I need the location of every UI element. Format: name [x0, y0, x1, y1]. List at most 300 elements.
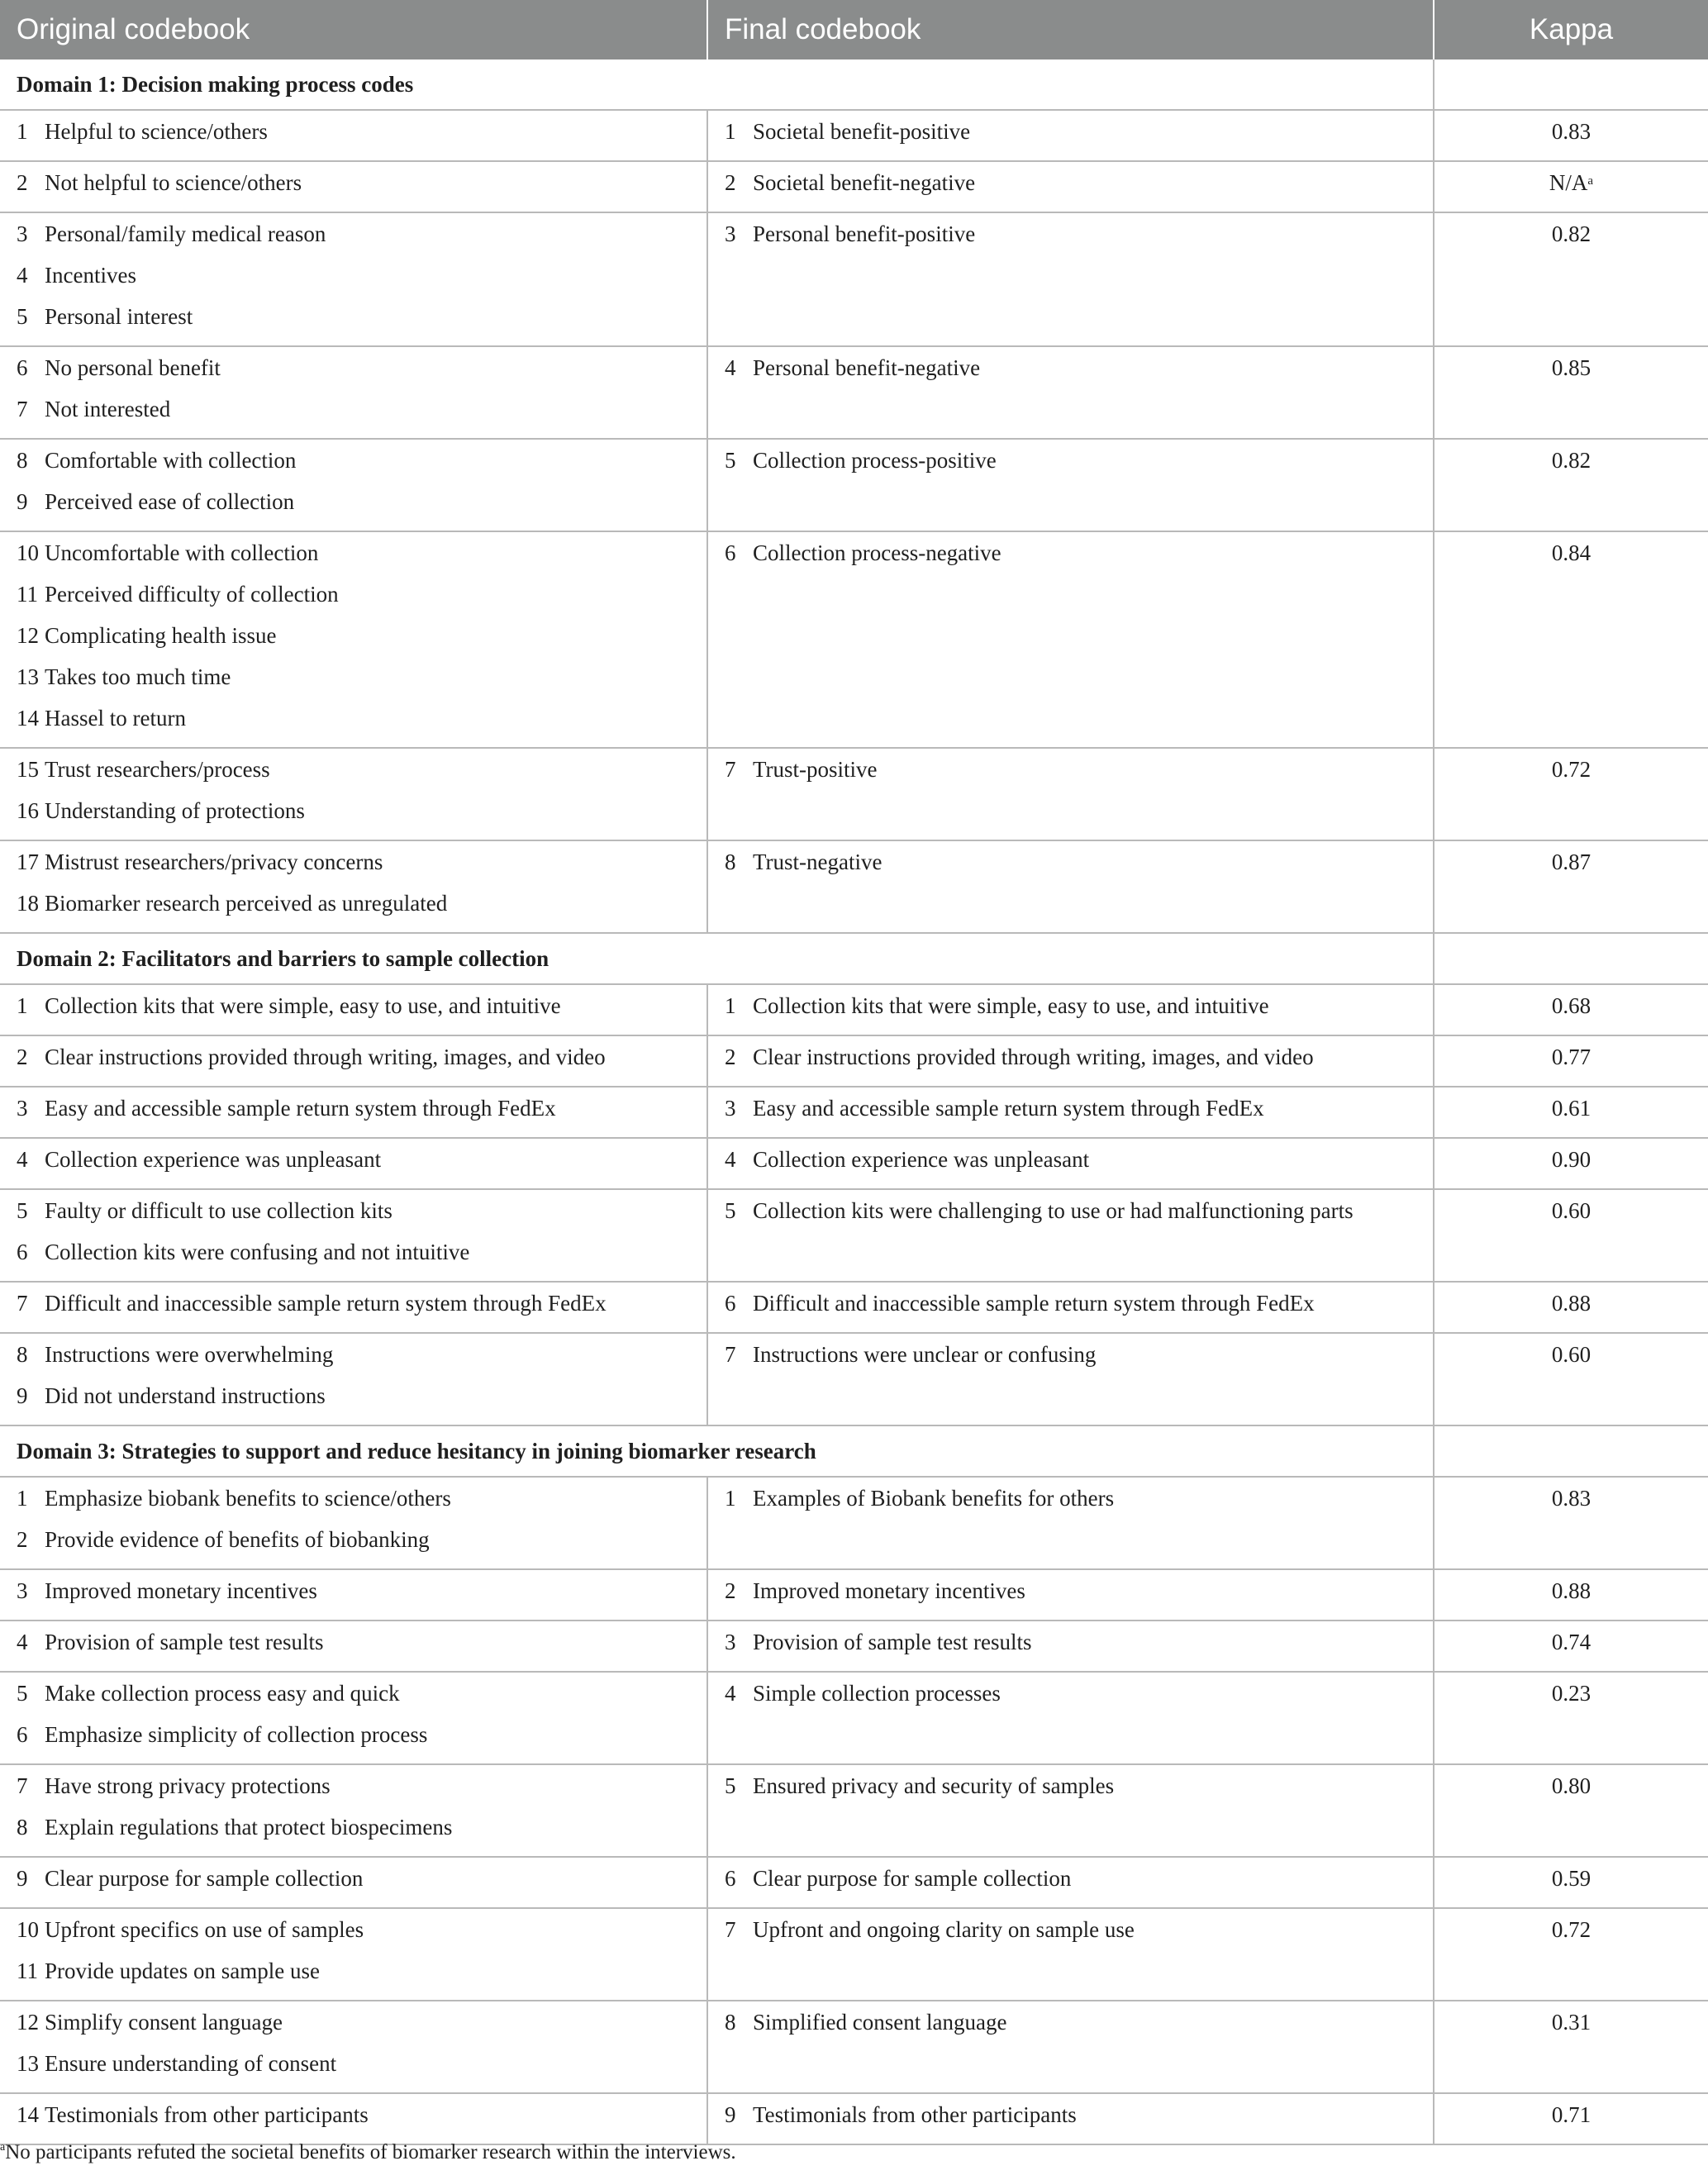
original-code-line: [17, 759, 690, 800]
code-label: Trust-positive: [753, 757, 878, 782]
code-label: Uncomfortable with collection: [45, 540, 319, 565]
final-code-line: [725, 759, 1416, 790]
table-row: [0, 984, 1708, 1035]
code-number: 4: [725, 1681, 736, 1706]
kappa-line: [1451, 851, 1691, 883]
code-number: 1: [725, 993, 736, 1018]
original-code-line: [17, 1580, 690, 1611]
code-label: Not interested: [45, 397, 171, 421]
final-code-line: [725, 357, 1416, 388]
final-code-line: [725, 995, 1416, 1026]
kappa-cell: [1434, 748, 1708, 840]
final-code-line: [725, 542, 1416, 573]
code-label: Not helpful to science/others: [45, 170, 302, 195]
original-code-line: [17, 1919, 690, 1960]
code-label: Make collection process easy and quick: [45, 1681, 400, 1706]
final-codes-cell: [707, 1333, 1434, 1425]
kappa-cell: [1434, 1035, 1708, 1087]
code-label: Collection kits were challenging to use or had malfunctioning parts: [753, 1198, 1354, 1223]
kappa-line: [1451, 121, 1691, 152]
final-codes-cell: [707, 439, 1434, 531]
kappa-cell: [1434, 2093, 1708, 2144]
code-label: Personal interest: [45, 304, 193, 329]
original-codes-cell: [0, 1857, 707, 1908]
kappa-value: 0.85: [1551, 355, 1591, 380]
original-codes-cell: [0, 439, 707, 531]
original-code-line: [17, 666, 690, 707]
kappa-value: 0.84: [1551, 540, 1591, 565]
final-code-line: [725, 1868, 1416, 1899]
original-codes-cell: [0, 1477, 707, 1569]
code-number: 4: [17, 1147, 28, 1172]
kappa-cell: [1434, 212, 1708, 346]
original-codes-cell: [0, 840, 707, 933]
table-row: [0, 2093, 1708, 2144]
code-label: Personal benefit-negative: [753, 355, 981, 380]
table-row: [0, 1477, 1708, 1569]
original-code-line: [17, 892, 690, 924]
code-number: 9: [17, 489, 28, 514]
code-label: Examples of Biobank benefits for others: [753, 1486, 1115, 1511]
code-label: Biomarker research perceived as unregulated: [45, 891, 448, 916]
kappa-cell: [1434, 161, 1708, 212]
original-codes-cell: [0, 1138, 707, 1189]
code-label: Collection process-positive: [753, 448, 997, 473]
original-code-line: [17, 264, 690, 306]
domain-row: [0, 59, 1708, 110]
code-label: Perceived ease of collection: [45, 489, 295, 514]
original-code-line: [17, 1724, 690, 1755]
table-row: [0, 212, 1708, 346]
original-codes-cell: [0, 1087, 707, 1138]
code-label: Instructions were unclear or confusing: [753, 1342, 1097, 1367]
code-number: 1: [725, 119, 736, 144]
final-code-line: [725, 450, 1416, 481]
code-label: Emphasize biobank benefits to science/others: [45, 1486, 451, 1511]
kappa-line: [1451, 1097, 1691, 1129]
final-code-line: [725, 172, 1416, 203]
final-codes-cell: [707, 1035, 1434, 1087]
final-codes-cell: [707, 1569, 1434, 1621]
original-code-line: [17, 1149, 690, 1180]
footnote-text: No participants refuted the societal benefits of biomarker research within the interviews.: [5, 2141, 736, 2163]
code-number: 6: [725, 1866, 736, 1891]
code-number: 5: [17, 304, 28, 329]
kappa-value: 0.72: [1551, 1917, 1591, 1942]
code-label: Emphasize simplicity of collection process: [45, 1722, 428, 1747]
code-label: Hassel to return: [45, 706, 186, 731]
code-label: Upfront and ongoing clarity on sample use: [753, 1917, 1135, 1942]
code-label: Helpful to science/others: [45, 119, 268, 144]
code-number: 17: [17, 850, 39, 874]
original-codes-cell: [0, 984, 707, 1035]
code-label: Trust researchers/process: [45, 757, 270, 782]
code-label: Collection experience was unpleasant: [45, 1147, 382, 1172]
kappa-cell: [1434, 346, 1708, 439]
kappa-value: 0.31: [1551, 2010, 1591, 2035]
code-number: 5: [725, 1773, 736, 1798]
table-row: [0, 1621, 1708, 1672]
kappa-line: [1451, 1580, 1691, 1611]
final-codes-cell: [707, 1672, 1434, 1764]
final-codes-cell: [707, 1908, 1434, 2001]
code-label: Collection process-negative: [753, 540, 1001, 565]
original-codes-cell: [0, 2093, 707, 2144]
final-codes-cell: [707, 1621, 1434, 1672]
code-label: Easy and accessible sample return system through FedEx: [45, 1096, 556, 1121]
final-codes-cell: [707, 2093, 1434, 2144]
table-row: [0, 1189, 1708, 1282]
kappa-cell: [1434, 1189, 1708, 1282]
code-number: 14: [17, 706, 39, 731]
code-label: Have strong privacy protections: [45, 1773, 331, 1798]
final-codes-cell: [707, 212, 1434, 346]
kappa-value: 0.82: [1551, 448, 1591, 473]
original-code-line: [17, 1344, 690, 1385]
domain-title: Domain 3: Strategies to support and reduce hesitancy in joining biomarker research: [0, 1425, 1434, 1477]
original-code-line: [17, 800, 690, 831]
code-label: Collection experience was unpleasant: [753, 1147, 1090, 1172]
original-code-line: [17, 1097, 690, 1129]
original-code-line: [17, 306, 690, 337]
code-number: 6: [17, 1240, 28, 1264]
kappa-line: [1451, 1919, 1691, 1950]
code-number: 6: [725, 540, 736, 565]
code-label: Societal benefit-positive: [753, 119, 971, 144]
code-number: 7: [17, 1773, 28, 1798]
final-code-line: [725, 2104, 1416, 2135]
code-label: Explain regulations that protect biospecimens: [45, 1815, 453, 1839]
code-label: Personal/family medical reason: [45, 221, 326, 246]
original-codes-cell: [0, 1908, 707, 2001]
table-row: [0, 1908, 1708, 2001]
table-row: [0, 748, 1708, 840]
original-code-line: [17, 172, 690, 203]
code-number: 3: [725, 221, 736, 246]
final-codes-cell: [707, 110, 1434, 161]
original-code-line: [17, 707, 690, 739]
header-row: [0, 0, 1708, 59]
final-code-line: [725, 1200, 1416, 1231]
final-code-line: [725, 1919, 1416, 1950]
final-code-line: [725, 851, 1416, 883]
code-label: Personal benefit-positive: [753, 221, 976, 246]
final-code-line: [725, 1292, 1416, 1324]
original-code-line: [17, 583, 690, 625]
code-number: 14: [17, 2102, 39, 2127]
kappa-cell: [1434, 1087, 1708, 1138]
code-number: 6: [17, 1722, 28, 1747]
kappa-cell: [1434, 984, 1708, 1035]
code-number: 1: [17, 1486, 28, 1511]
code-label: Trust-negative: [753, 850, 883, 874]
original-code-line: [17, 491, 690, 522]
code-number: 10: [17, 1917, 39, 1942]
kappa-line: [1451, 1292, 1691, 1324]
table-row: [0, 1035, 1708, 1087]
table-row: [0, 1569, 1708, 1621]
kappa-value: 0.88: [1551, 1578, 1591, 1603]
code-number: 2: [725, 1045, 736, 1069]
code-label: Provide updates on sample use: [45, 1958, 320, 1983]
original-codes-cell: [0, 110, 707, 161]
kappa-line: [1451, 1868, 1691, 1899]
code-label: Collection kits that were simple, easy to use, and intuitive: [45, 993, 561, 1018]
code-number: 6: [725, 1291, 736, 1316]
code-number: 11: [17, 1958, 38, 1983]
kappa-value: 0.68: [1551, 993, 1591, 1018]
code-number: 1: [17, 993, 28, 1018]
final-code-line: [725, 1580, 1416, 1611]
kappa-line: [1451, 172, 1691, 203]
code-label: Incentives: [45, 263, 136, 288]
code-number: 4: [725, 355, 736, 380]
code-number: 2: [725, 170, 736, 195]
code-number: 6: [17, 355, 28, 380]
code-label: Provide evidence of benefits of biobanking: [45, 1527, 430, 1552]
final-code-line: [725, 1046, 1416, 1078]
original-codes-cell: [0, 212, 707, 346]
kappa-line: [1451, 542, 1691, 573]
header-kappa: Kappa: [1434, 0, 1708, 59]
final-code-line: [725, 1344, 1416, 1375]
code-number: 2: [17, 1045, 28, 1069]
final-code-line: [725, 1149, 1416, 1180]
code-label: Provision of sample test results: [753, 1630, 1032, 1654]
code-number: 4: [17, 263, 28, 288]
code-number: 7: [17, 397, 28, 421]
original-code-line: [17, 2104, 690, 2135]
code-number: 5: [725, 1198, 736, 1223]
kappa-line: [1451, 357, 1691, 388]
kappa-cell: [1434, 110, 1708, 161]
table-footnote: [0, 2141, 736, 2164]
code-number: 13: [17, 664, 39, 689]
code-number: 2: [17, 1527, 28, 1552]
original-codes-cell: [0, 2001, 707, 2093]
kappa-cell: [1434, 1621, 1708, 1672]
code-label: Societal benefit-negative: [753, 170, 976, 195]
code-label: Ensure understanding of consent: [45, 2051, 337, 2076]
original-codes-cell: [0, 1621, 707, 1672]
footnote-marker: a: [0, 2141, 6, 2154]
kappa-cell: [1434, 1477, 1708, 1569]
original-codes-cell: [0, 1189, 707, 1282]
code-number: 3: [725, 1096, 736, 1121]
code-number: 8: [17, 448, 28, 473]
original-code-line: [17, 1868, 690, 1899]
final-codes-cell: [707, 1282, 1434, 1333]
table-row: [0, 1857, 1708, 1908]
code-number: 7: [725, 1917, 736, 1942]
table-row: [0, 1282, 1708, 1333]
code-label: Clear purpose for sample collection: [753, 1866, 1072, 1891]
final-codes-cell: [707, 346, 1434, 439]
code-number: 5: [725, 448, 736, 473]
code-label: Mistrust researchers/privacy concerns: [45, 850, 383, 874]
code-number: 15: [17, 757, 39, 782]
kappa-cell: [1434, 439, 1708, 531]
code-label: Complicating health issue: [45, 623, 277, 648]
code-label: Simplified consent language: [753, 2010, 1007, 2035]
original-code-line: [17, 1046, 690, 1078]
kappa-value: 0.82: [1551, 221, 1591, 246]
kappa-cell: [1434, 1333, 1708, 1425]
kappa-value: 0.61: [1551, 1096, 1591, 1121]
original-code-line: [17, 2011, 690, 2053]
domain-kappa-cell: [1434, 1425, 1708, 1477]
code-number: 4: [17, 1630, 28, 1654]
code-label: Did not understand instructions: [45, 1383, 326, 1408]
final-codes-cell: [707, 2001, 1434, 2093]
kappa-line: [1451, 1775, 1691, 1806]
code-number: 18: [17, 891, 39, 916]
final-codes-cell: [707, 1764, 1434, 1857]
code-label: Testimonials from other participants: [753, 2102, 1077, 2127]
code-label: Easy and accessible sample return system through FedEx: [753, 1096, 1264, 1121]
code-label: Simplify consent language: [45, 2010, 283, 2035]
code-number: 8: [725, 2010, 736, 2035]
code-number: 5: [17, 1198, 28, 1223]
code-label: Clear purpose for sample collection: [45, 1866, 364, 1891]
final-codes-cell: [707, 1477, 1434, 1569]
code-number: 2: [17, 170, 28, 195]
code-number: 5: [17, 1681, 28, 1706]
header-original-codebook: Original codebook: [0, 0, 707, 59]
kappa-line: [1451, 759, 1691, 790]
original-code-line: [17, 2053, 690, 2084]
kappa-value: 0.60: [1551, 1198, 1591, 1223]
final-codes-cell: [707, 1857, 1434, 1908]
original-codes-cell: [0, 1764, 707, 1857]
domain-kappa-cell: [1434, 933, 1708, 984]
final-codes-cell: [707, 840, 1434, 933]
code-number: 8: [17, 1815, 28, 1839]
table-row: [0, 439, 1708, 531]
kappa-value: 0.80: [1551, 1773, 1591, 1798]
kappa-value: N/A: [1549, 170, 1588, 195]
final-codes-cell: [707, 1138, 1434, 1189]
kappa-value: 0.59: [1551, 1866, 1591, 1891]
original-code-line: [17, 1200, 690, 1241]
kappa-value: 0.77: [1551, 1045, 1591, 1069]
code-label: Testimonials from other participants: [45, 2102, 369, 2127]
kappa-value: 0.74: [1551, 1630, 1591, 1654]
original-codes-cell: [0, 1672, 707, 1764]
kappa-line: [1451, 1344, 1691, 1375]
code-label: Collection kits that were simple, easy to use, and intuitive: [753, 993, 1269, 1018]
code-number: 12: [17, 2010, 39, 2035]
table-row: [0, 2001, 1708, 2093]
code-label: Comfortable with collection: [45, 448, 297, 473]
original-codes-cell: [0, 346, 707, 439]
kappa-value: 0.88: [1551, 1291, 1591, 1316]
code-number: 12: [17, 623, 39, 648]
code-label: Difficult and inaccessible sample return system through FedEx: [753, 1291, 1315, 1316]
code-number: 7: [725, 757, 736, 782]
code-number: 8: [725, 850, 736, 874]
table-row: [0, 1138, 1708, 1189]
code-number: 9: [17, 1383, 28, 1408]
table-row: [0, 531, 1708, 748]
final-code-line: [725, 2011, 1416, 2043]
kappa-line: [1451, 1200, 1691, 1231]
original-codes-cell: [0, 161, 707, 212]
kappa-line: [1451, 1487, 1691, 1519]
code-label: Upfront specifics on use of samples: [45, 1917, 364, 1942]
code-label: Clear instructions provided through writing, images, and video: [753, 1045, 1314, 1069]
code-label: Understanding of protections: [45, 798, 305, 823]
table-row: [0, 110, 1708, 161]
domain-row: [0, 1425, 1708, 1477]
code-number: 9: [17, 1866, 28, 1891]
code-number: 16: [17, 798, 39, 823]
code-label: Takes too much time: [45, 664, 231, 689]
original-codes-cell: [0, 1333, 707, 1425]
code-label: Simple collection processes: [753, 1681, 1001, 1706]
kappa-cell: [1434, 1764, 1708, 1857]
code-number: 4: [725, 1147, 736, 1172]
original-code-line: [17, 357, 690, 398]
code-label: Collection kits were confusing and not intuitive: [45, 1240, 470, 1264]
original-code-line: [17, 851, 690, 892]
final-code-line: [725, 1631, 1416, 1663]
kappa-line: [1451, 450, 1691, 481]
kappa-cell: [1434, 1282, 1708, 1333]
original-codes-cell: [0, 1569, 707, 1621]
code-number: 7: [17, 1291, 28, 1316]
kappa-cell: [1434, 2001, 1708, 2093]
code-number: 3: [17, 1578, 28, 1603]
domain-kappa-cell: [1434, 59, 1708, 110]
original-code-line: [17, 542, 690, 583]
kappa-cell: [1434, 1908, 1708, 2001]
final-code-line: [725, 1775, 1416, 1806]
kappa-line: [1451, 223, 1691, 255]
final-code-line: [725, 1682, 1416, 1714]
original-code-line: [17, 1816, 690, 1848]
original-codes-cell: [0, 1282, 707, 1333]
final-code-line: [725, 1487, 1416, 1519]
code-label: No personal benefit: [45, 355, 221, 380]
original-code-line: [17, 1292, 690, 1324]
header-final-codebook: Final codebook: [707, 0, 1434, 59]
final-codes-cell: [707, 984, 1434, 1035]
kappa-footnote-marker: a: [1587, 174, 1594, 188]
original-codes-cell: [0, 1035, 707, 1087]
table-body: [0, 59, 1708, 2144]
kappa-line: [1451, 1631, 1691, 1663]
code-number: 3: [725, 1630, 736, 1654]
original-code-line: [17, 223, 690, 264]
final-code-line: [725, 223, 1416, 255]
code-number: 13: [17, 2051, 39, 2076]
kappa-cell: [1434, 1857, 1708, 1908]
code-number: 1: [17, 119, 28, 144]
code-label: Instructions were overwhelming: [45, 1342, 334, 1367]
code-label: Perceived difficulty of collection: [45, 582, 339, 607]
original-code-line: [17, 995, 690, 1026]
domain-title: Domain 1: Decision making process codes: [0, 59, 1434, 110]
final-codes-cell: [707, 161, 1434, 212]
table-row: [0, 161, 1708, 212]
final-codes-cell: [707, 531, 1434, 748]
code-number: 11: [17, 582, 38, 607]
original-code-line: [17, 1960, 690, 1992]
kappa-line: [1451, 1149, 1691, 1180]
code-label: Improved monetary incentives: [45, 1578, 317, 1603]
code-number: 8: [17, 1342, 28, 1367]
